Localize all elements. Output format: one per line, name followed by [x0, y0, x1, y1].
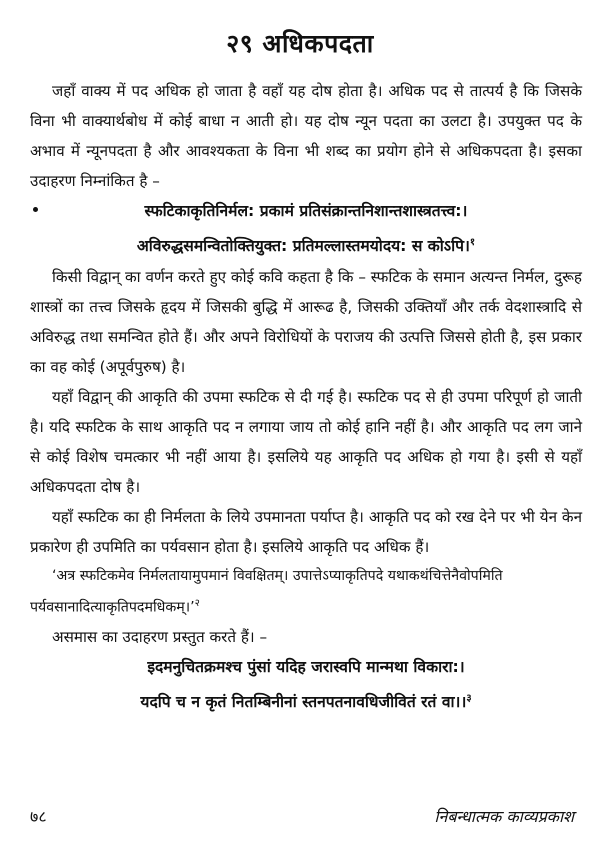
verse-2-line-2 — [30, 683, 582, 718]
page-title: २९ अधिकपदता — [226, 29, 374, 58]
footnote-mark-3: ३ — [466, 692, 472, 704]
footnote-mark-2: २ — [194, 598, 200, 610]
paragraph-analysis: यहाँ विद्वान् की आकृति की उपमा स्फटिक से दी गई है। स्फटिक पद से ही उपमा परिपूर्ण हो जाती है। यदि स्फटिक के साथ आकृति पद न लगाया जाय तो कोई हानि नहीं है। और आकृति पद लग जाने से कोई विशेष चमत्कार भी नहीं आया है। इसलिये यह आकृति पद अधिक हो गया है। इसी से यहाँ अधिकपदता दोष है। — [30, 388, 582, 497]
paragraph-explanation: किसी विद्वान् का वर्णन करते हुए कोई कवि कहता है कि – स्फटिक के समान अत्यन्त निर्मल, दुरूह शास्त्रों का तत्त्व जिसके हृदय में जिसकी बुद्धि में आरूढ है, जिसकी उक्तियाँ और तर्क वेदशास्त्रादि से अविरुद्ध तथा समन्वित होते हैं। और अपने विरोधियों के पराजय की उत्पत्ति जिससे होती है, इस प्रकार का वह कोई (अपूर्वपुरुष) है। — [30, 268, 582, 377]
verse-2-line-2-text: यदपि च न कृतं नितम्बिनीनां स्तनपतनावधिजीवितं रतं वा।। — [140, 693, 467, 712]
verse-1-line-1: स्फटिकाकृतिनिर्मल: प्रकामं प्रतिसंक्रान्तनिशान्तशास्त्रतत्त्व:। — [144, 202, 468, 220]
paragraph-conclusion: यहाँ स्फटिक का ही निर्मलता के लिये उपमानता पर्याप्त है। आकृति पद को रख देने पर भी येन केन प्रकारेण ही उपमिति का पर्यवसान होता है। इसलिये आकृति पद अधिक हैं। — [30, 508, 582, 557]
verse-2-line-1: इदमनुचितक्रमश्च पुंसां यदिह जरास्वपि मान्मथा विकारा:। — [147, 657, 465, 676]
sanskrit-quote — [30, 562, 582, 622]
body-text — [30, 76, 582, 718]
footnote-mark-1: १ — [469, 237, 476, 248]
page-footer — [0, 805, 600, 835]
book-title: निबन्धात्मक काव्यप्रकाश — [434, 807, 574, 826]
verse-1-line-2 — [30, 227, 582, 262]
paragraph-intro: जहाँ वाक्य में पद अधिक हो जाता है वहाँ यह दोष होता है। अधिक पद से तात्पर्य है कि जिसके विना भी वाक्यार्थबोध में कोई बाधा न आती हो। यह दोष न्यून पदता का उलटा है। उपयुक्त पद के अभाव में न्यूनपदता है और आवश्यकता के विना भी शब्द का प्रयोग होने से अधिकपदता है। इसका उदाहरण निम्नांकित है – — [30, 82, 582, 190]
paragraph-asamasa: असमास का उदाहरण प्रस्तुत करते हैं। – — [52, 627, 268, 646]
verse-1-line-2-text: अविरुद्धसमन्वितोक्तियुक्त: प्रतिमल्लास्तमयोदय: स कोऽपि। — [136, 237, 470, 256]
sanskrit-quote-text: ‘अत्र स्फटिकमेव निर्मलतायामुपमानं विवक्षितम्। उपात्तेऽप्याकृतिपदे यथाकथंचित्तेनैवोपमिति पर्यवसानादित्याकृतिपदमधिकम्।’ — [30, 568, 503, 616]
page-number: ७८ — [30, 807, 47, 826]
